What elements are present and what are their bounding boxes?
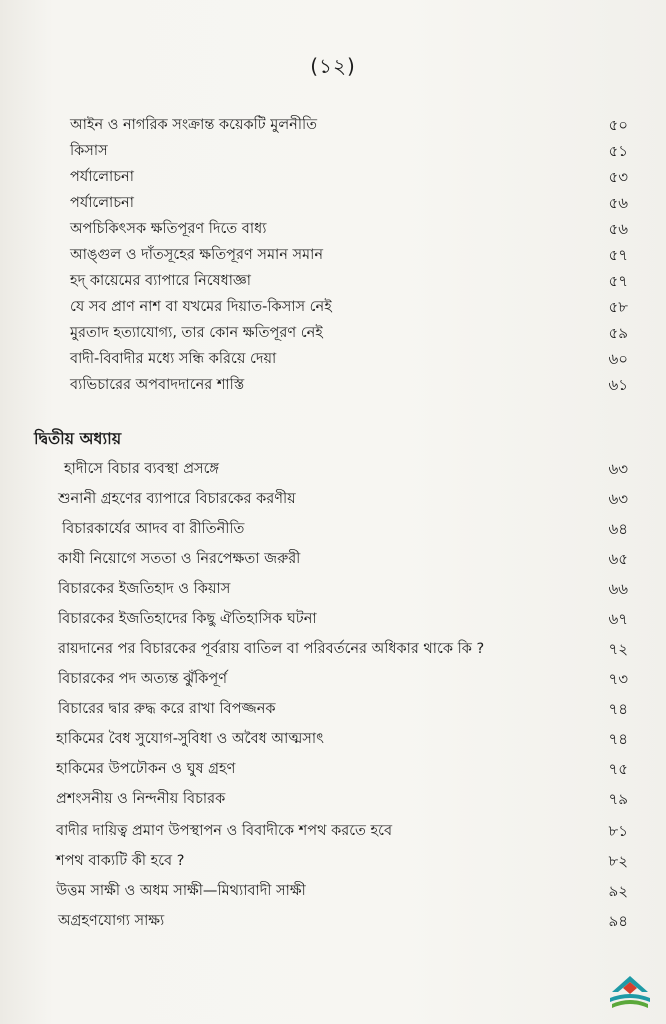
toc-entry-page: ৯২ <box>608 882 628 900</box>
toc-entry-title: প্রশংসনীয় ও নিন্দনীয় বিচারক <box>56 791 226 807</box>
toc-entry-page: ৭৫ <box>608 760 628 778</box>
toc-entry-title: আঙ্গুল ও দাঁতসূহের ক্ষতিপূরণ সমান সমান <box>70 247 323 263</box>
toc-entry-title: রায়দানের পর বিচারকের পূর্বরায় বাতিল বা পরিবর্তনের অধিকার থাকে কি ? <box>58 641 485 657</box>
toc-entry-title: শুনানী গ্রহণের ব্যাপারে বিচারকের করণীয় <box>58 491 296 507</box>
toc-entry-page: ৫৬ <box>608 220 628 238</box>
toc-entry <box>0 756 666 782</box>
toc-entry <box>0 576 666 602</box>
toc-entry-page: ৬৩ <box>608 460 628 478</box>
toc-entry <box>0 666 666 692</box>
toc-entry-page: ৭৪ <box>608 730 628 748</box>
toc-entry-page: ৬৫ <box>608 550 628 568</box>
toc-entry-title: অপচিকিৎসক ক্ষতিপূরণ দিতে বাধ্য <box>70 221 267 237</box>
toc-entry <box>0 818 666 844</box>
toc-entry-page: ৬৭ <box>608 610 628 628</box>
toc-entry <box>0 320 666 346</box>
toc-entry <box>0 696 666 722</box>
page-number: (১২) <box>310 54 356 78</box>
toc-entry-title: শপথ বাক্যটি কী হবে ? <box>56 853 185 869</box>
toc-entry-title: অগ্রহণযোগ্য সাক্ষ্য <box>58 913 165 929</box>
toc-entry-page: ৭৪ <box>608 700 628 718</box>
toc-entry <box>0 516 666 542</box>
toc-entry-title: পর্যালোচনা <box>70 169 134 185</box>
toc-entry-title: উত্তম সাক্ষী ও অধম সাক্ষী—মিথ্যাবাদী সাক্ষী <box>56 883 306 899</box>
toc-entry-page: ৬১ <box>608 376 628 394</box>
toc-entry <box>0 216 666 242</box>
toc-entry-page: ৬০ <box>608 350 628 368</box>
toc-entry <box>0 636 666 662</box>
toc-entry-title: বাদী-বিবাদীর মধ্যে সন্ধি করিয়ে দেয়া <box>70 351 277 367</box>
toc-entry-title: হাকিমের বৈধ সুযোগ-সুবিধা ও অবৈধ আত্মসাৎ <box>56 731 324 747</box>
toc-entry-page: ৮১ <box>608 822 628 840</box>
toc-entry <box>0 606 666 632</box>
toc-entry-page: ৫৮ <box>608 298 628 316</box>
toc-entry <box>0 190 666 216</box>
toc-entry-title: বিচারকের ইজতিহাদ ও কিয়াস <box>58 581 231 597</box>
toc-entry-title: কিসাস <box>70 143 108 159</box>
toc-entry-title: বিচারের দ্বার রুদ্ধ করে রাখা বিপজ্জনক <box>58 701 276 717</box>
toc-entry-page: ৫৯ <box>608 324 628 342</box>
toc-entry <box>0 138 666 164</box>
toc-entry-title: বিচারকের ইজতিহাদের কিছু ঐতিহাসিক ঘটনা <box>58 611 317 627</box>
toc-entry-page: ৮২ <box>608 852 628 870</box>
toc-entry-page: ৯৪ <box>608 912 628 930</box>
toc-entry <box>0 268 666 294</box>
publisher-logo-icon <box>606 968 654 1012</box>
toc-entry <box>0 546 666 572</box>
toc-entry <box>0 456 666 482</box>
toc-entry-page: ৫৭ <box>608 272 628 290</box>
toc-entry <box>0 112 666 138</box>
toc-entry <box>0 294 666 320</box>
toc-entry <box>0 908 666 934</box>
toc-entry-page: ৭২ <box>608 640 628 658</box>
toc-entry <box>0 726 666 752</box>
toc-entry-page: ৫১ <box>608 142 628 160</box>
toc-entry-title: হদ্ কায়েমের ব্যাপারে নিষেধাজ্ঞা <box>70 273 252 289</box>
toc-entry-title: মুরতাদ হত্যাযোগ্য, তার কোন ক্ষতিপূরণ নেই <box>70 325 323 341</box>
toc-entry-page: ৬৩ <box>608 490 628 508</box>
toc-entry-page: ৫০ <box>608 116 628 134</box>
toc-entry <box>0 164 666 190</box>
toc-entry-page: ৫৬ <box>608 194 628 212</box>
toc-entry-page: ৫৩ <box>608 168 628 186</box>
toc-entry <box>0 372 666 398</box>
toc-entry-title: ব্যভিচারের অপবাদদানের শাস্তি <box>70 377 245 393</box>
toc-entry-page: ৭৯ <box>608 790 628 808</box>
toc-entry-title: পর্যালোচনা <box>70 195 134 211</box>
toc-entry-title: কাযী নিয়োগে সততা ও নিরপেক্ষতা জরুরী <box>58 551 301 567</box>
toc-entry-title: হাদীসে বিচার ব্যবস্থা প্রসঙ্গে <box>64 461 220 477</box>
chapter-heading: দ্বিতীয় অধ্যায় <box>34 429 122 448</box>
toc-entry-page: ৬৪ <box>608 520 628 538</box>
toc-entry-title: বিচারকার্যের আদব বা রীতিনীতি <box>62 521 245 537</box>
toc-entry <box>0 848 666 874</box>
toc-entry <box>0 486 666 512</box>
toc-entry <box>0 242 666 268</box>
toc-entry-title: যে সব প্রাণ নাশ বা যখমের দিয়াত-কিসাস নেই <box>70 299 332 315</box>
toc-entry <box>0 878 666 904</box>
toc-entry <box>0 786 666 812</box>
toc-entry-title: হাকিমের উপঢৌকন ও ঘুষ গ্রহণ <box>56 761 236 777</box>
toc-entry <box>0 346 666 372</box>
toc-entry-page: ৬৬ <box>608 580 628 598</box>
toc-entry-page: ৭৩ <box>608 670 628 688</box>
toc-entry-title: আইন ও নাগরিক সংক্রান্ত কয়েকটি মুলনীতি <box>70 117 317 133</box>
toc-entry-title: বাদীর দায়িত্ব প্রমাণ উপস্থাপন ও বিবাদীকে শপথ করতে হবে <box>56 823 393 839</box>
toc-entry-title: বিচারকের পদ অত্যন্ত ঝুঁকিপূর্ণ <box>58 671 227 687</box>
toc-entry-page: ৫৭ <box>608 246 628 264</box>
